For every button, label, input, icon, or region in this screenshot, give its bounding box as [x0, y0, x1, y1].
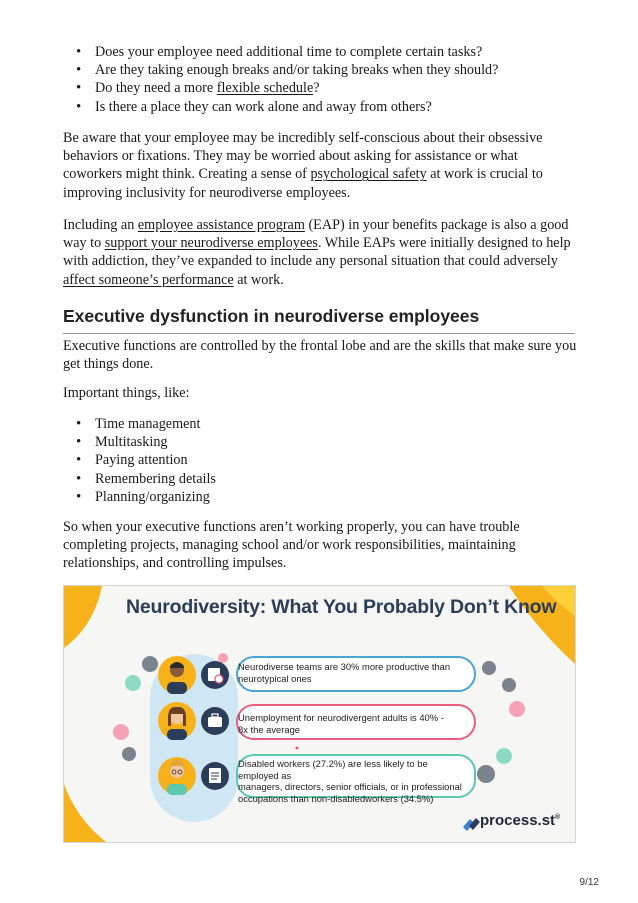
stat-line: Unemployment for neurodivergent adults is 40% -: [238, 712, 444, 723]
self-conscious-paragraph: [63, 129, 553, 202]
employee-assistance-program-link[interactable]: employee assistance program: [137, 217, 305, 233]
infographic-title: Neurodiversity: What You Probably Don’t Know: [126, 596, 557, 618]
stat-line: Neurodiverse teams are 30% more productive than: [238, 661, 451, 672]
decor-dot: [477, 765, 495, 783]
affect-performance-link[interactable]: affect someone’s performance: [63, 271, 234, 288]
list-item-text: Do they need a more: [95, 80, 217, 97]
eap-paragraph: [63, 216, 575, 289]
list-item: • Remembering details: [63, 470, 575, 488]
heading-divider: [63, 333, 575, 334]
process-st-brand: [480, 812, 560, 829]
executive-dysfunction-paragraph: So when your executive functions aren’t working properly, you can have trouble completing projects, managing school and/or work responsibilities, maintaining relationships, and controlling impulses.: [63, 519, 520, 572]
neurodiversity-infographic: [63, 585, 576, 843]
corner-blob-bottom-left: [64, 784, 106, 842]
page-number: 9/12: [579, 877, 599, 888]
stat-line: managers, directors, senior officials, or in professional: [238, 781, 462, 792]
list-item: • Planning/organizing: [63, 488, 575, 506]
stat-employment: [238, 758, 468, 804]
decor-dot: [496, 748, 512, 764]
section-heading: Executive dysfunction in neurodiverse employees: [63, 306, 480, 326]
paragraph-text: at work is crucial to improving inclusivity for neurodiverse employees.: [63, 166, 543, 201]
psychological-safety-link[interactable]: psychological safety: [310, 166, 427, 183]
trademark-mark: ®: [555, 814, 561, 821]
list-item-text: ?: [313, 80, 320, 97]
decor-dot: [142, 656, 158, 672]
decor-dot: [125, 675, 141, 691]
important-things-paragraph: Important things, like:: [63, 385, 190, 401]
avatar-body: [167, 682, 187, 694]
list-item: [63, 79, 583, 97]
decor-dot: [218, 653, 228, 663]
list-item: • Are they taking enough breaks and/or taking breaks when they should?: [63, 61, 583, 79]
list-item: • Paying attention: [63, 451, 575, 469]
avatar-body: [167, 784, 187, 795]
question-list: [63, 43, 583, 116]
decor-dot: [296, 747, 299, 750]
paragraph-text: at work.: [233, 271, 284, 288]
avatar-body: [167, 729, 187, 740]
stat-line: occupations than non-disabledworkers (34.5%): [238, 792, 434, 804]
paragraph-text: (EAP) in your benefits package is also a good way to: [63, 217, 569, 252]
decor-dot: [122, 747, 136, 761]
paragraph-text: Including an: [63, 217, 138, 233]
stat-line: neurotypical ones: [238, 672, 312, 684]
section-header: [63, 305, 575, 334]
list-item: • Is there a place they can work alone and away from others?: [63, 98, 583, 116]
list-item: • Multitasking: [63, 433, 575, 451]
decor-dot: [113, 724, 129, 740]
list-item: • Time management: [63, 415, 575, 433]
paragraph-text: . While EAPs were initially designed to help with addiction, they’ve expanded to include any personal situation that could adversely: [63, 235, 571, 270]
stat-line: Disabled workers (27.2%) are less likely to be employed as: [238, 758, 428, 781]
corner-blob-top-left: [64, 586, 102, 648]
decor-dot: [482, 661, 496, 675]
brand-text: process.st: [480, 812, 556, 829]
skills-list: [63, 415, 575, 506]
badge-icon: [215, 675, 223, 683]
support-neurodiverse-employees-link[interactable]: support your neurodiverse employees: [104, 235, 318, 252]
stat-productivity: [238, 661, 468, 684]
paragraph-text: Be aware that your employee may be incredibly self-conscious about their obsessive behaviors or fixations. They may be worried about asking for assistance or what coworkers might think. Creating a sense of: [63, 130, 543, 183]
decor-dot: [509, 701, 525, 717]
stat-unemployment: [238, 712, 468, 735]
briefcase-icon: [208, 717, 222, 727]
stat-line: 8x the average: [238, 723, 301, 735]
executive-functions-paragraph: Executive functions are controlled by the frontal lobe and are the skills that make sure you get things done.: [63, 338, 577, 373]
flexible-schedule-link[interactable]: flexible schedule: [216, 80, 314, 97]
decor-dot: [502, 678, 516, 692]
list-item: • Does your employee need additional time to complete certain tasks?: [63, 43, 583, 61]
